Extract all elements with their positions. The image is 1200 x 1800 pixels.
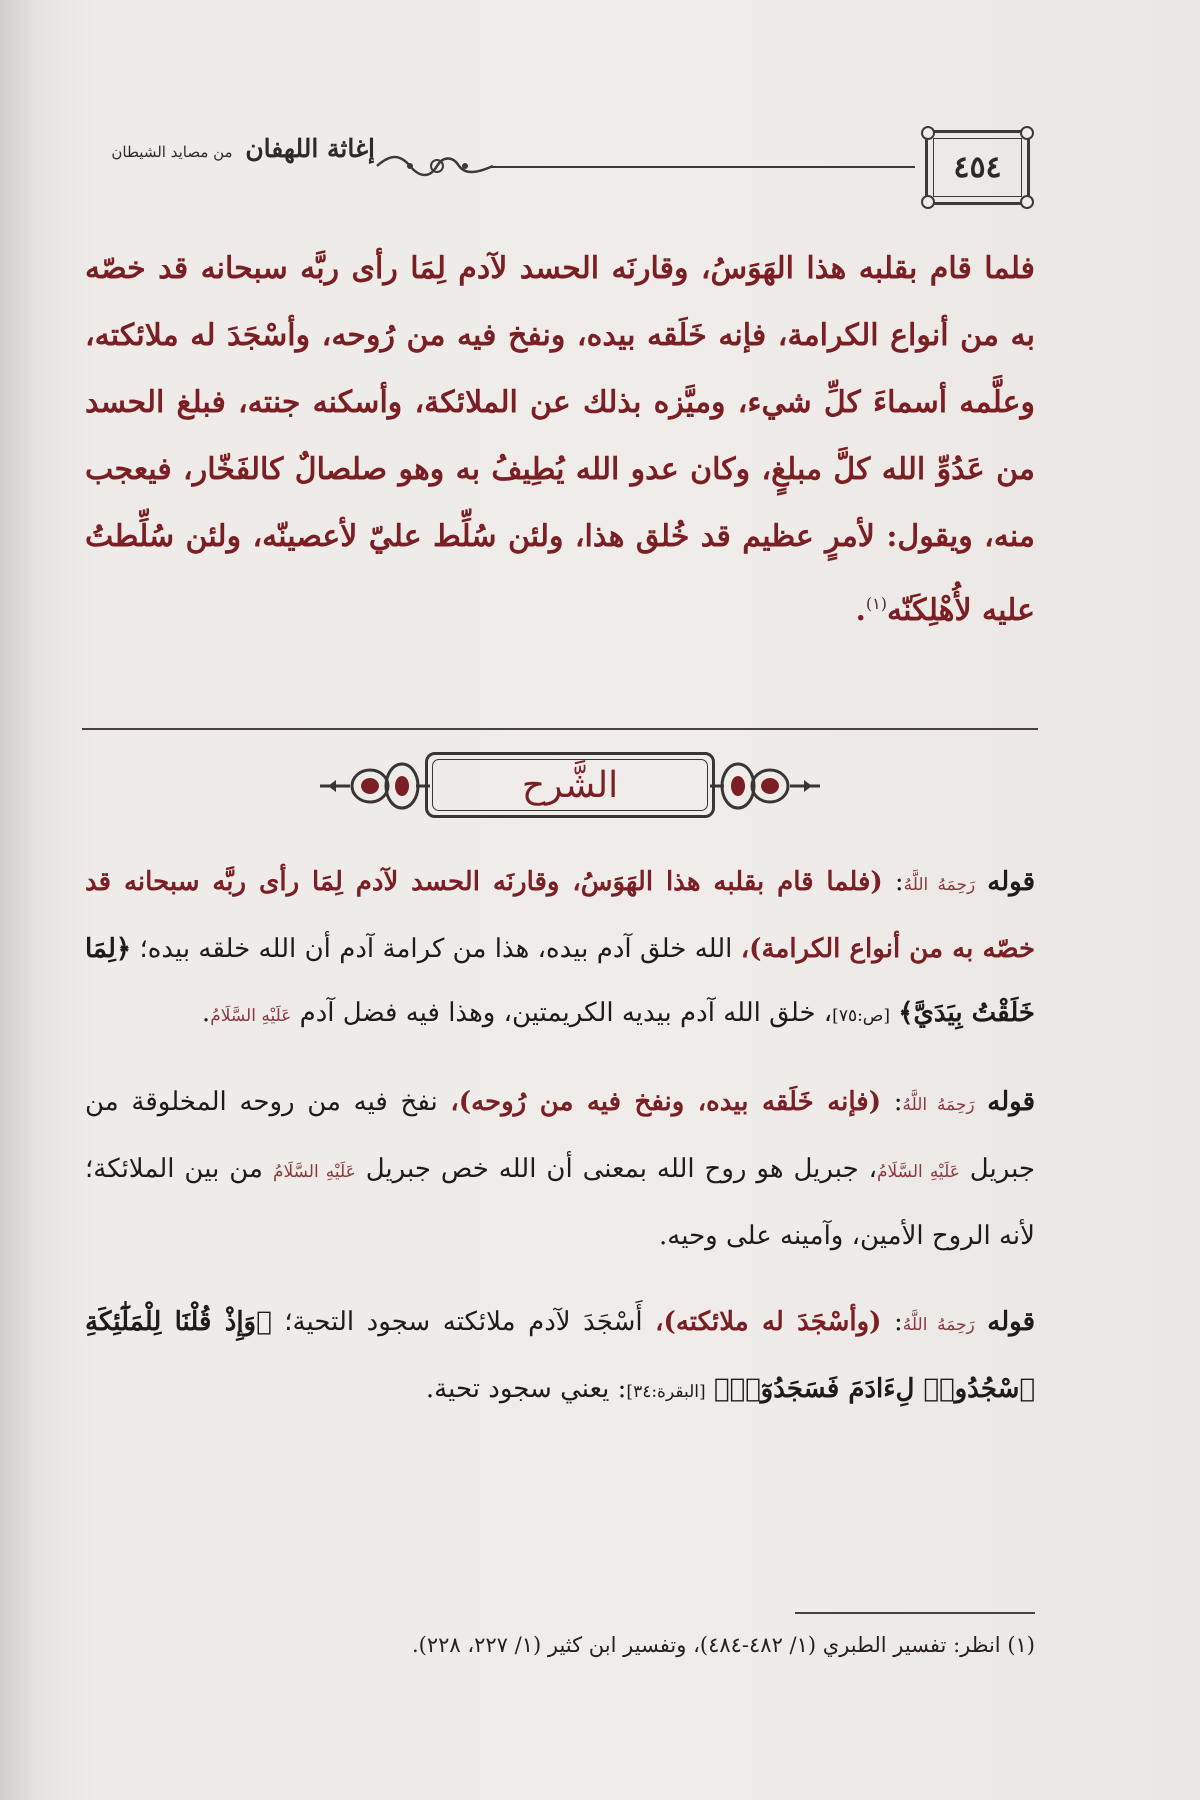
verse-reference: [ص:٧٥]: [832, 1006, 890, 1026]
page-edge-shadow: [0, 0, 40, 1800]
commentary-body-2: ، جبريل هو روح الله بمعنى أن الله خص جبريل: [365, 1154, 877, 1184]
commentary-end: .: [201, 998, 211, 1028]
header-flourish-icon: [375, 148, 495, 184]
page-number: ٤٥٤: [953, 150, 1002, 185]
commentary: [85, 850, 1035, 1446]
commentary-body: الله خلق آدم بيده، هذا من كرامة آدم أن الله خلقه بيده؛: [139, 934, 733, 964]
honorific: عَلَيْهِ السَّلَامُ: [877, 1162, 960, 1182]
commentary-body: أَسْجَدَ لآدم ملائكته سجود التحية؛: [284, 1307, 643, 1337]
sharh-title: الشَّرح: [521, 764, 619, 806]
book-title-main: إغاثة اللهفان: [245, 134, 375, 163]
commentary-body-3: من بين الملائكة؛ لأنه الروح الأمين، وآمينه على وحيه.: [85, 1154, 1035, 1251]
commentary-lead: قوله: [987, 1087, 1036, 1117]
commentary-paragraph-3: قوله رَحِمَهُ اللَّهُ: (وأسْجَدَ له ملائكته)، أَسْجَدَ لآدم ملائكته سجود التحية؛ ﴿وَإِذْ قُلْنَا لِلْمَلَٰٓئِكَةِ ٱسْجُدُوا۟ لِءَادَمَ فَسَجَدُوٓا۟﴾ [البقرة:٣٤]: يعني سجود تحية.: [85, 1307, 1036, 1404]
header-rule: [490, 166, 915, 168]
sharh-ornament-left-icon: [320, 756, 430, 816]
main-paragraph: [85, 235, 1035, 644]
commentary-quote: (وأسْجَدَ له ملائكته)،: [655, 1307, 882, 1337]
commentary-body: نفخ فيه من روحه المخلوقة من جبريل: [85, 1087, 1035, 1184]
commentary-quote: (فإنه خَلَقه بيده، ونفخ فيه من رُوحه)،: [450, 1087, 882, 1117]
footnote-marker: (١): [865, 594, 888, 613]
commentary-paragraph-1: قوله رَحِمَهُ اللَّهُ: (فلما قام بقلبه هذا الهَوَسُ، وقارنَه الحسد لآدم لِمَا رأى ربَّه سبحانه قد خصّه به من أنواع الكرامة)، الله خلق آدم بيده، هذا من كرامة آدم أن الله خلقه بيده؛ ﴿لِمَا خَلَقْتُ بِيَدَيَّ﴾ [ص:٧٥]، خلق الله آدم بيديه الكريمتين، وهذا فيه فضل آدم عَلَيْهِ السَّلَامُ.: [85, 867, 1036, 1028]
sharh-frame: [425, 752, 715, 818]
footnote: (١) انظر: تفسير الطبري (١/ ٤٨٢-٤٨٤)، وتفسير ابن كثير (١/ ٢٢٧، ٢٢٨).: [411, 1633, 1035, 1657]
verse-reference: [البقرة:٣٤]: [626, 1382, 706, 1402]
commentary-paragraph-2: قوله رَحِمَهُ اللَّهُ: (فإنه خَلَقه بيده، ونفخ فيه من رُوحه)، نفخ فيه من روحه المخلوقة من جبريل عَلَيْهِ السَّلَامُ، جبريل هو روح الله بمعنى أن الله خص جبريل عَلَيْهِ السَّلَامُ من بين الملائكة؛ لأنه الروح الأمين، وآمينه على وحيه.: [85, 1087, 1036, 1251]
honorific: عَلَيْهِ السَّلَامُ: [272, 1162, 356, 1182]
quran-verse: ﴿وَإِذْ قُلْنَا لِلْمَلَٰٓئِكَةِ ٱسْجُدُوا۟ لِءَادَمَ فَسَجَدُوٓا۟﴾: [85, 1307, 1035, 1404]
commentary-lead: قوله: [987, 867, 1036, 897]
commentary-lead: قوله: [987, 1307, 1036, 1337]
honorific: رَحِمَهُ اللَّهُ: [902, 1095, 975, 1115]
honorific: عَلَيْهِ السَّلَامُ: [210, 1006, 292, 1026]
footnote-rule: [795, 1612, 1035, 1614]
sharh-heading: [320, 746, 820, 828]
book-title-subtitle: من مصايد الشيطان: [111, 143, 233, 161]
honorific: رَحِمَهُ اللَّهُ: [902, 1315, 975, 1335]
quran-verse: ﴿لِمَا خَلَقْتُ بِيَدَيَّ﴾: [85, 934, 1035, 1028]
sharh-ornament-right-icon: [710, 756, 820, 816]
main-paragraph-end: .: [855, 593, 866, 628]
main-paragraph-text: فلما قام بقلبه هذا الهَوَسُ، وقارنَه الحسد لآدم لِمَا رأى ربَّه سبحانه قد خصّه به من أنواع الكرامة، فإنه خَلَقه بيده، ونفخ فيه من رُوحه، وأسْجَدَ له ملائكته، وعلَّمه أسماءَ كلِّ شيء، وميَّزه بذلك عن الملائكة، وأسكنه جنته، فبلغ الحسد من عَدُوِّ الله كلَّ مبلغٍ، وكان عدو الله يُطِيفُ به وهو صلصالٌ كالفَخّار، فيعجب منه، ويقول: لأمرٍ عظيم قد خُلق هذا، ولئن سُلِّط عليّ لأعصينّه، ولئن سُلِّطتُ عليه لأُهْلِكَنّه: [85, 251, 1035, 628]
book-title: [70, 134, 375, 163]
honorific: رَحِمَهُ اللَّهُ: [903, 875, 976, 895]
commentary-body-2: : يعني سجود تحية.: [425, 1374, 627, 1404]
section-divider: [82, 728, 1038, 730]
main-text: [85, 235, 1035, 644]
commentary-quote: (فلما قام بقلبه هذا الهَوَسُ، وقارنَه الحسد لآدم لِمَا رأى ربَّه سبحانه قد خصّه به من أنواع الكرامة)،: [85, 867, 1036, 964]
page-number-frame: [925, 130, 1030, 205]
running-header: [70, 118, 1030, 218]
commentary-body-2: ، خلق الله آدم بيديه الكريمتين، وهذا فيه فضل آدم: [299, 998, 833, 1028]
